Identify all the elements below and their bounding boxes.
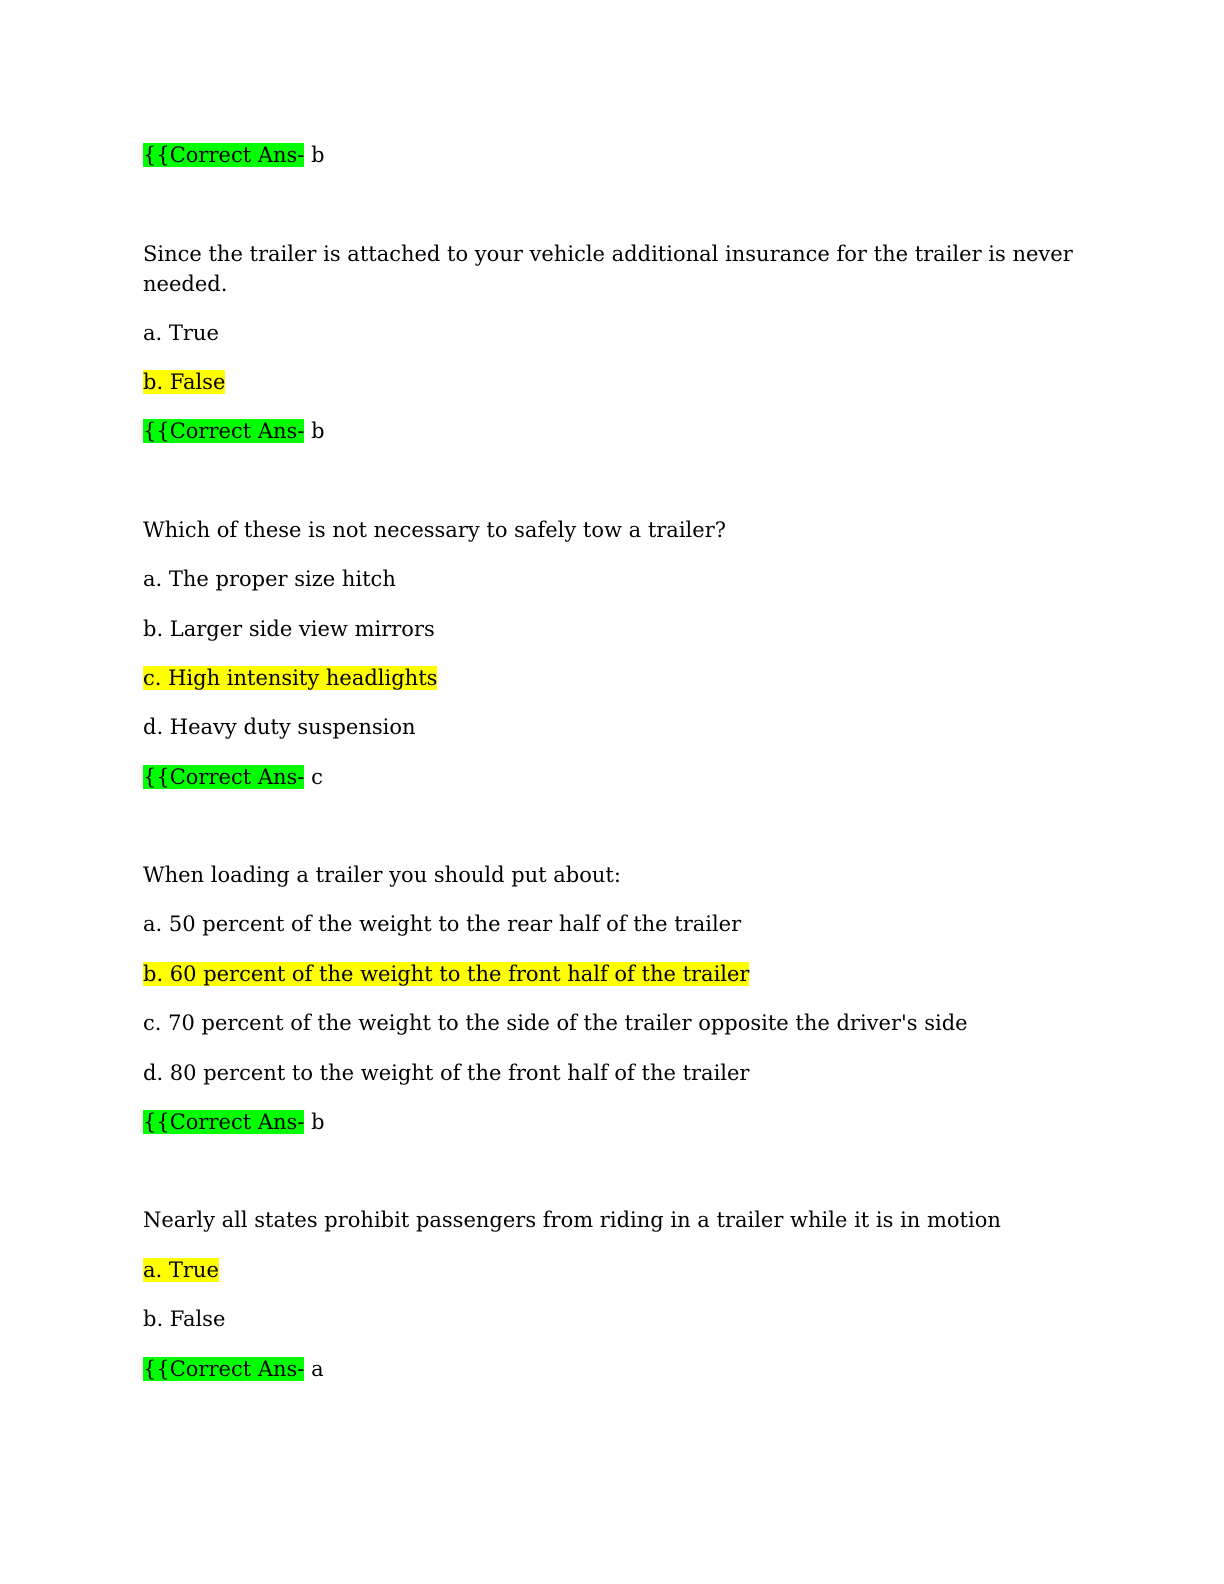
correct-answer-line [143,1354,324,1384]
correct-answer-label: {{Correct Ans- [143,143,305,167]
correct-answer-line [143,762,323,792]
option-item [143,564,396,594]
option-item [143,614,435,644]
option-item [143,1058,749,1088]
correct-answer-value: b [304,419,325,443]
correct-answer-label: {{Correct Ans- [143,1357,305,1381]
option-item-highlighted [143,1255,219,1285]
correct-answer-value: b [304,1110,325,1134]
option-label: b. 60 percent of the weight to the front half of the trailer [143,962,750,986]
option-label: b. False [143,370,226,394]
question-text: When loading a trailer you should put about: [143,863,621,887]
option-item [143,318,219,348]
correct-answer-label: {{Correct Ans- [143,1110,305,1134]
correct-answer-line [143,140,325,170]
option-label: b. Larger side view mirrors [143,617,435,641]
option-item [143,1304,225,1334]
question-text: Which of these is not necessary to safely tow a trailer? [143,518,726,542]
correct-answer-line [143,1107,325,1137]
option-label: c. High intensity headlights [143,666,438,690]
question-text: Since the trailer is attached to your vehicle additional insurance for the trailer is never needed. [143,242,1073,296]
option-item-highlighted [143,663,437,693]
option-label: a. True [143,321,219,345]
option-item-highlighted [143,367,225,397]
correct-answer-value: a [304,1357,324,1381]
option-item [143,909,741,939]
option-label: d. 80 percent to the weight of the front half of the trailer [143,1061,750,1085]
option-label: d. Heavy duty suspension [143,715,416,739]
option-label: c. 70 percent of the weight to the side of the trailer opposite the driver's side [143,1011,968,1035]
option-item-highlighted [143,959,749,989]
question-text: Nearly all states prohibit passengers from riding in a trailer while it is in motion [143,1208,1001,1232]
correct-answer-value: b [304,143,325,167]
correct-answer-label: {{Correct Ans- [143,765,305,789]
option-item [143,712,416,742]
option-label: a. True [143,1258,219,1282]
option-label: a. The proper size hitch [143,567,396,591]
correct-answer-label: {{Correct Ans- [143,419,305,443]
option-label: b. False [143,1307,226,1331]
correct-answer-line [143,416,325,446]
option-label: a. 50 percent of the weight to the rear half of the trailer [143,912,742,936]
option-item [143,1008,968,1038]
correct-answer-value: c [304,765,323,789]
